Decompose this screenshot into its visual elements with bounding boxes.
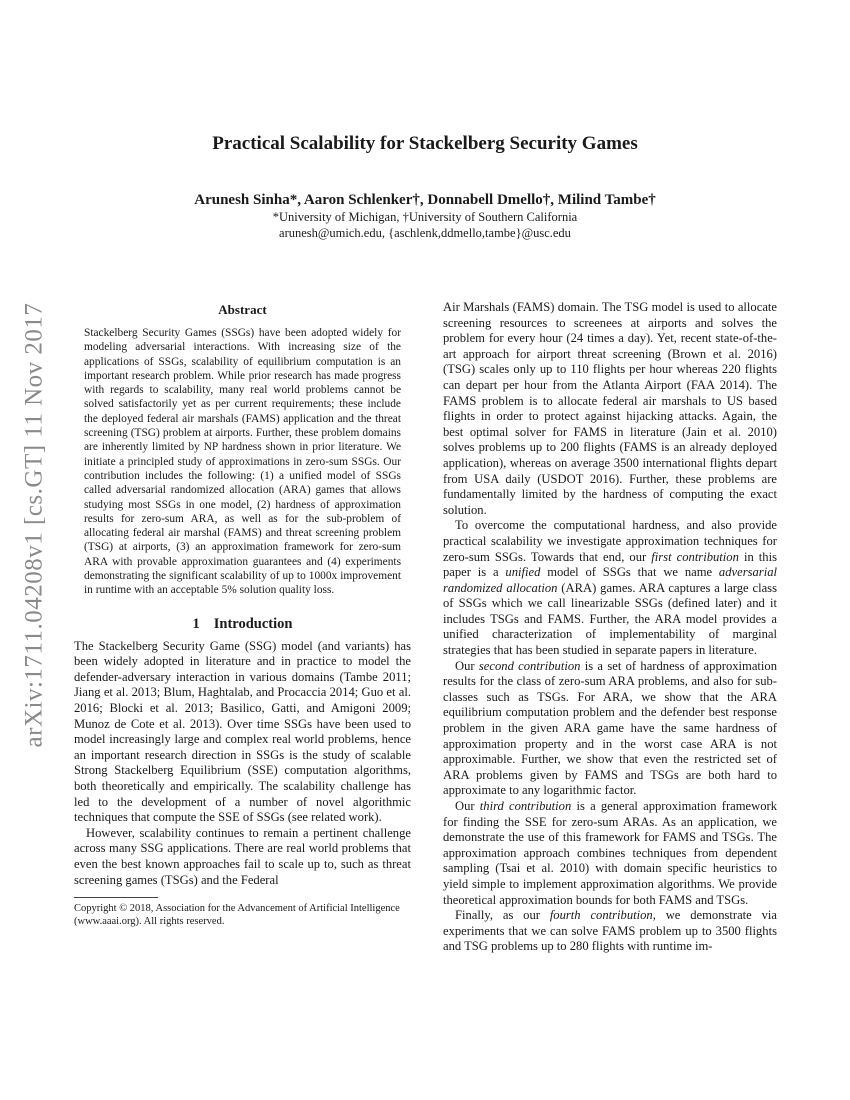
arxiv-identifier-text: arXiv:1711.04208v1 [cs.GT] 11 Nov 2017 (20, 302, 47, 748)
author-list: Arunesh Sinha*, Aaron Schlenker†, Donnabell Dmello†, Milind Tambe† (194, 192, 656, 208)
text-run: is a set of hardness of approximation results for the class of zero-sum ARA problems, and also for sub-classes such as TSGs. For ARA, we show that the ARA equilibrium computation problem and the defender best response problem in the given ARA game have the same hardness of approximation property and in the worst case ARA is not approximable. Further, we show that even the restricted set of ARA problems given by FAMS and TSGs are both hard to approximate to any logarithmic factor. (443, 658, 778, 798)
section-heading-introduction (74, 616, 411, 633)
arxiv-identifier (6, 290, 62, 760)
emphasis-third-contribution: third contribution (479, 799, 572, 813)
copyright-notice: Copyright © 2018, Association for the Advancement of Artificial Intelligence (www.aaai.org). All rights reserved. (74, 903, 400, 928)
abstract-text: Stackelberg Security Games (SSGs) have been adopted widely for modeling adversarial interactions. With increasing size of the applications of SSGs, scalability of equilibrium computation is an important research problem. While prior research has made progress with regards to scalability, many real world problems cannot be solved satisfactorily yet as per current requirements; these include the deployed federal air marshals (FAMS) application and the threat screening (TSG) problem at airports. Further, these problem domains are inherently limited by NP hardness shown in prior literature. We initiate a principled study of approximations in zero-sum SSGs. Our contribution includes the following: (1) a unified model of SSGs called adversarial randomized allocation (ARA) games that allows studying most SSGs in one model, (2) hardness of approximation results for zero-sum ARA, as well as for the sub-problem of allocating federal air marshal (FAMS) and threat screening problem (TSG) at airports, (3) an approximation framework for zero-sum ARA with provable approximation guarantees and (4) experiments demonstrating the significant scalability of up to 1000x improvement in runtime with an acceptable 5% solution quality loss. (84, 327, 401, 597)
paper-title: Practical Scalability for Stackelberg Security Games (212, 133, 638, 154)
intro-paragraph-2: However, scalability continues to remain a pertinent challenge across many SSG applications. There are real world problems that even the best known approaches fail to scale up to, such as threat screening games (TSGs) and the Federal (74, 825, 411, 887)
emphasis-second-contribution: second contribution (478, 658, 581, 673)
emphasis-first-contribution: first contribution (651, 549, 739, 564)
emphasis-fourth-contribution: fourth contribution (549, 908, 653, 923)
emphasis-unified: unified (505, 565, 541, 580)
right-paragraph-1: Air Marshals (FAMS) domain. The TSG model is used to allocate screening resources to screenees at airports and solves the problem for every hour (24 times a day). Yet, recent state-of-the-art approach for airport threat screening (Brown et al. 2016) (TSG) scales only up to 110 flights per hour whereas 220 flights can depart per hour from the Atlanta Airport (FAA 2014). The FAMS problem is to allocate federal air marshals to US based flights in order to protect against hijacking attacks. Again, the best optimal solver for FAMS in literature (Jain et al. 2010) solves problems up to 200 flights (FAMS is an already deployed application), whereas on average 3500 international flights depart from USA daily (USDOT 2016). Further, these problems are fundamentally limited by the hardness of computing the exact solution. (443, 300, 777, 517)
author-emails: arunesh@umich.edu, {aschlenk,ddmello,tambe}@usc.edu (279, 226, 571, 240)
abstract-heading: Abstract (218, 302, 267, 317)
intro-paragraph-1: The Stackelberg Security Game (SSG) model (and variants) has been widely adopted in literature and in practice to model the defender-adversary interaction in various domains (Tambe 2011; Jiang et al. 2013; Blum, Haghtalab, and Procaccia 2014; Guo et al. 2016; Blocki et al. 2013; Basilico, Gatti, and Amigoni 2009; Munoz de Cote et al. 2013). Over time SSGs have been used to model increasingly large and complex real world problems, hence an important research direction in SSGs is the study of scalable Strong Stackelberg Equilibrium (SSE) computation algorithms, both theoretically and empirically. The scalability challenge has led to the development of a number of novel algorithmic techniques that compute the SSE of SSGs (see related work). (74, 638, 411, 825)
section-number: 1 (192, 615, 200, 632)
affiliations: *University of Michigan, †University of Southern California (272, 210, 578, 224)
section-title: Introduction (213, 615, 293, 632)
right-paragraph-3 (443, 659, 777, 799)
text-run: (ARA) games. ARA captures a large class of SSGs which we call linearizable SSGs (defined later) and it includes TSGs and FAMS. Further, the ARA model provides a unified characterization of implementability of marginal strategies that has been studied in separate papers in literature. (443, 580, 777, 658)
text-run: Our (455, 799, 480, 813)
right-paragraph-4 (443, 799, 777, 908)
emphasis-ara-name: adversarial randomized allocation (443, 565, 777, 595)
footnote-divider (74, 897, 158, 898)
left-column (74, 302, 411, 928)
text-run: To overcome the computational hardness, and also provide practical scalability we investigate approximation techniques for zero-sum SSGs. Towards that end, our (443, 518, 777, 564)
text-run: model of SSGs that we name (540, 565, 719, 580)
text-run: is a general approximation framework for finding the SSE for zero-sum ARAs. As an application, we demonstrate the use of this framework for FAMS and TSGs. The approximation approach combines techniques from dependent sampling (Tsai et al. 2010) with domain specific heuristics to yield simple to implement approximation algorithms. We provide theoretical approximation bounds for both FAMS and TSGs. (443, 799, 777, 907)
right-paragraph-2 (443, 518, 777, 658)
right-column (443, 300, 777, 955)
text-run: , we demonstrate via experiments that we can solve FAMS problem up to 3500 flights and TSG problems up to 280 flights with runtime im- (443, 908, 777, 954)
right-paragraph-5 (443, 908, 777, 955)
text-run: Our (455, 658, 479, 673)
text-run: in this paper is a (443, 549, 777, 580)
text-run: Finally, as our (455, 908, 550, 923)
